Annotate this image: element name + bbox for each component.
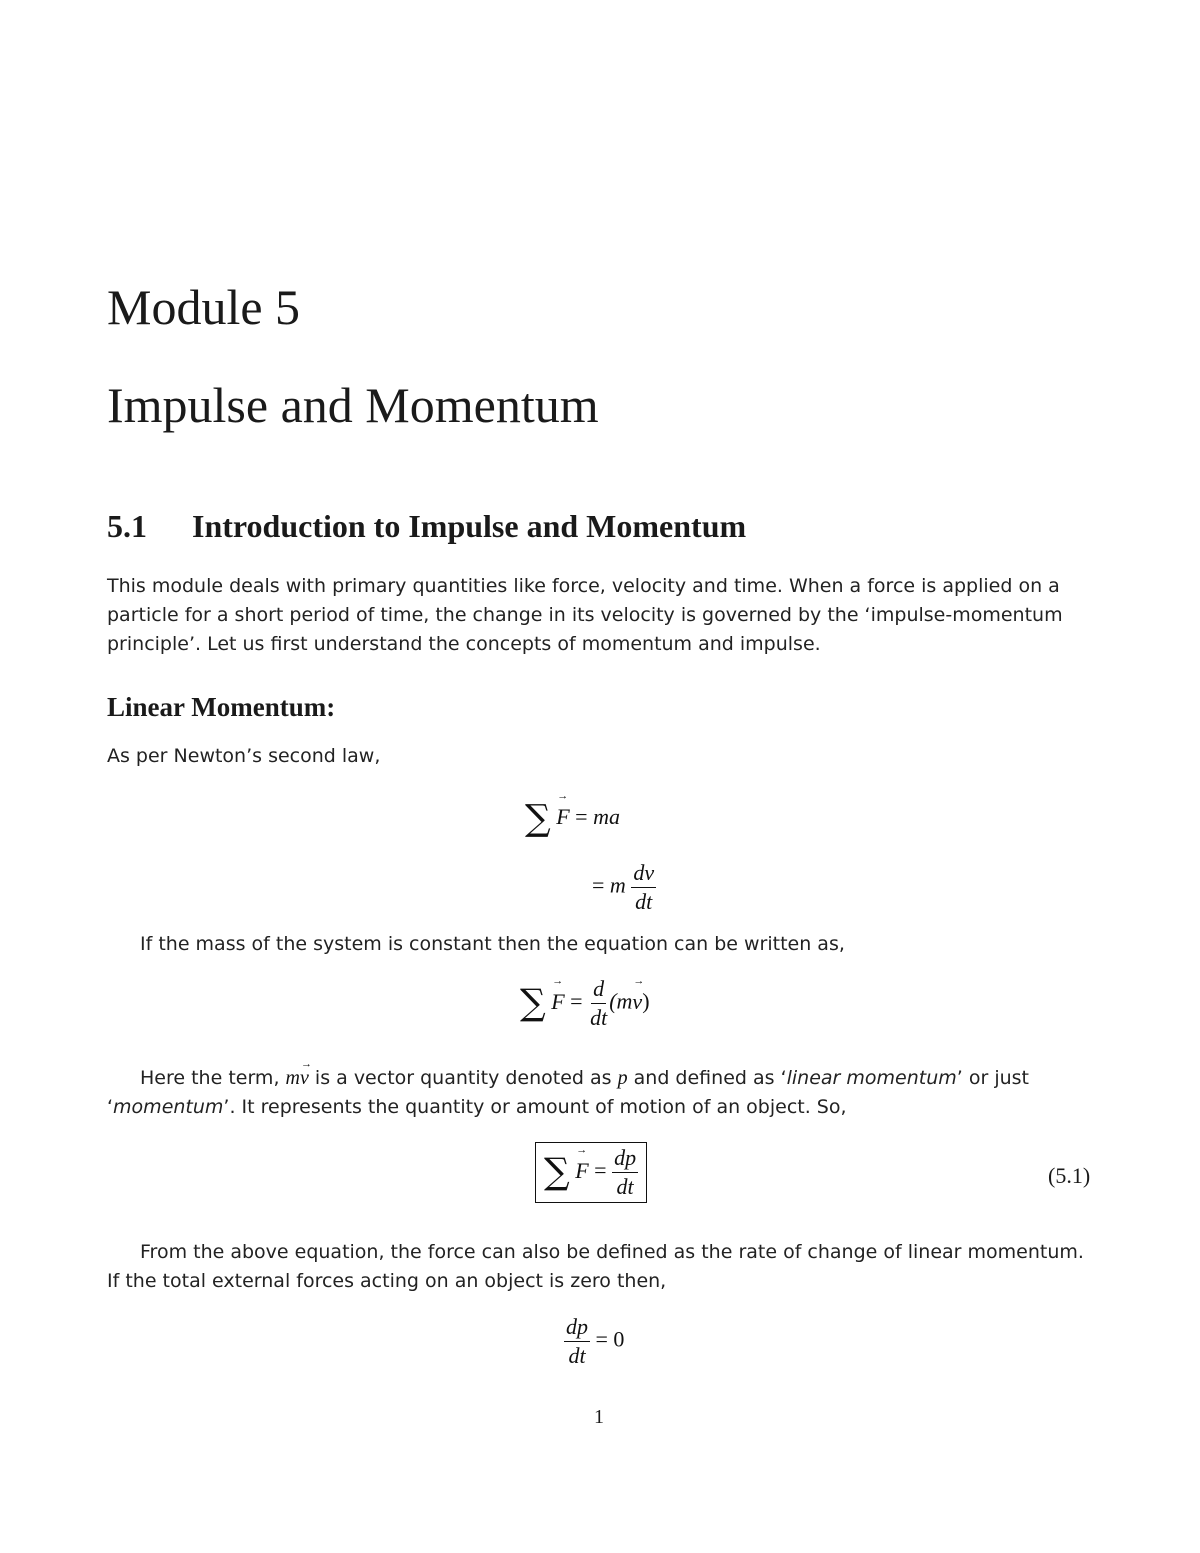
denominator-dt: dt <box>635 889 653 914</box>
subsection-heading: Linear Momentum: <box>107 692 336 722</box>
equation-momentum-derivative <box>520 978 650 1029</box>
fraction-d-dt <box>588 978 609 1029</box>
momentum-emphasis: momentum <box>113 1096 224 1118</box>
boxed-equation-5-1 <box>535 1142 647 1203</box>
text-fragment: Here the term, <box>140 1067 286 1089</box>
numerator-d: d <box>591 978 606 1004</box>
equation-newton-1 <box>525 798 620 839</box>
v-vector: → v <box>300 1064 309 1093</box>
intro-paragraph <box>107 572 1063 659</box>
p-symbol: p <box>617 1067 628 1089</box>
denominator-dt: dt <box>568 1343 586 1368</box>
text-fragment: is a vector quantity denoted as <box>308 1067 618 1089</box>
equals-sign: = <box>575 804 588 829</box>
text-fragment: ’ or just <box>956 1067 1029 1089</box>
newton-text: As per Newton’s second law, <box>107 745 381 767</box>
zero-force-text: If the total external forces acting on an object is zero then, <box>107 1270 667 1292</box>
section-heading <box>107 508 746 545</box>
momentum-definition-line-2 <box>107 1093 847 1122</box>
force-vector: → F <box>551 989 564 1015</box>
intro-line-2: particle for a short period of time, the change in its velocity is governed by the ‘impulse-momentum <box>107 604 1063 626</box>
fraction-dp-dt <box>564 1316 590 1367</box>
force-definition-text: From the above equation, the force can also be defined as the rate of change of linear momentum. <box>140 1241 1084 1263</box>
zero-value: 0 <box>613 1326 625 1352</box>
text-fragment: and defined as ‘ <box>627 1067 787 1089</box>
sigma-symbol: ∑ <box>520 982 546 1024</box>
fraction-dv-dt <box>631 862 656 913</box>
fraction-dp-dt <box>612 1147 638 1198</box>
linear-momentum-definition <box>140 1064 1029 1093</box>
velocity-vector: → v <box>632 989 642 1015</box>
m-symbol: m <box>285 1067 300 1089</box>
text-fragment: ’. It represents the quantity or amount of motion of an object. So, <box>223 1096 847 1118</box>
numerator-dp: dp <box>564 1316 590 1342</box>
section-title: Introduction to Impulse and Momentum <box>192 508 747 544</box>
equation-conservation <box>564 1316 624 1367</box>
mv-term <box>286 1067 309 1089</box>
intro-line-1: This module deals with primary quantities like force, velocity and time. When a force is applied on a <box>107 575 1060 597</box>
force-vector: → F <box>556 804 569 830</box>
chapter-title: Impulse and Momentum <box>107 377 599 433</box>
paren-open-m: (m <box>609 988 633 1014</box>
paren-close: ) <box>642 988 650 1014</box>
equation-number: (5.1) <box>1048 1163 1091 1188</box>
equals-sign: = <box>594 1157 607 1183</box>
mass-term: m <box>609 872 626 898</box>
module-heading: Module 5 <box>107 279 301 335</box>
force-vector: → F <box>575 1158 588 1184</box>
intro-line-3: principle’. Let us first understand the concepts of momentum and impulse. <box>107 633 821 655</box>
sigma-symbol: ∑ <box>544 1151 570 1193</box>
mass-constant-text: If the mass of the system is constant then the equation can be written as, <box>140 933 845 955</box>
section-number: 5.1 <box>107 508 147 544</box>
denominator-dt: dt <box>590 1005 608 1030</box>
numerator-dv: dv <box>631 862 656 888</box>
equals-sign: = <box>592 872 605 898</box>
denominator-dt: dt <box>616 1174 634 1199</box>
ma-term: ma <box>593 804 620 829</box>
page-number: 1 <box>594 1406 604 1428</box>
numerator-dp: dp <box>612 1147 638 1173</box>
sigma-symbol: ∑ <box>525 798 551 839</box>
equals-sign: = <box>595 1326 608 1352</box>
text-fragment: ‘ <box>107 1096 114 1118</box>
equals-sign: = <box>570 988 583 1014</box>
equation-newton-2 <box>592 862 656 913</box>
linear-momentum-emphasis: linear momentum <box>786 1067 957 1089</box>
